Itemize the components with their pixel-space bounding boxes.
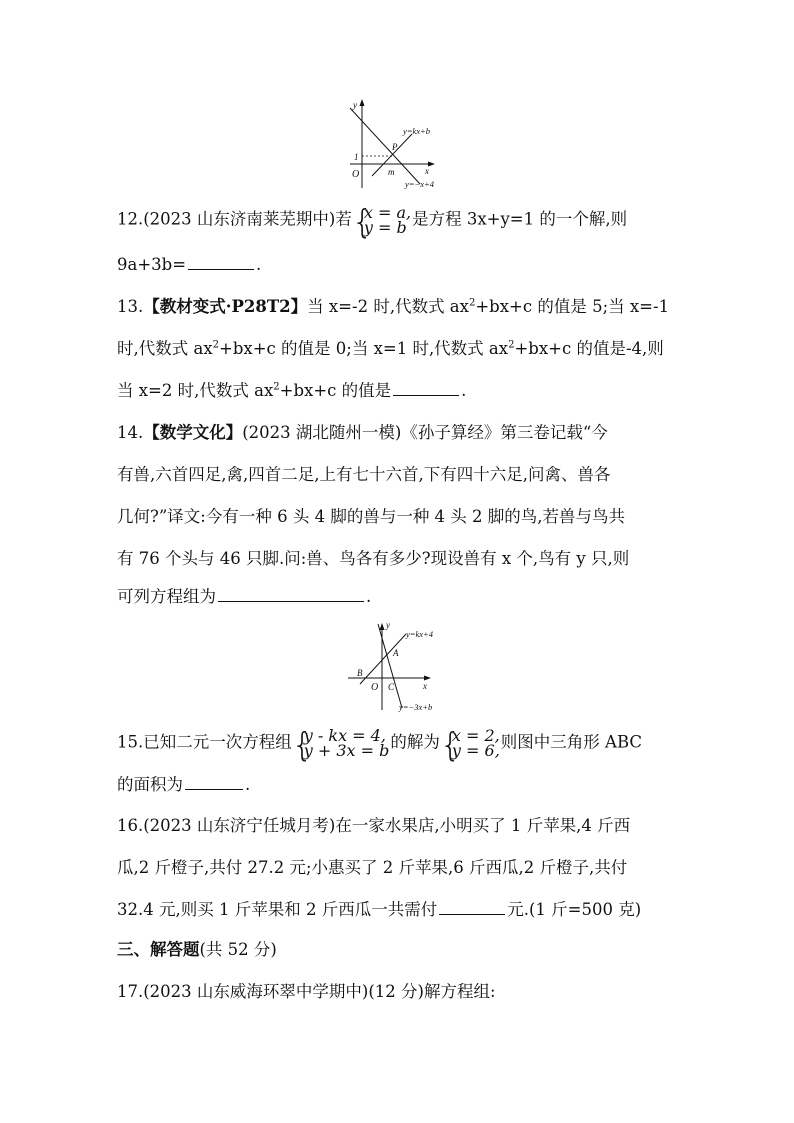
q13-line1: 13.【教材变式·P28T2】当 x=-2 时,代数式 $ax^2+bx+c$ 的值是 5;当 x=-1 [117, 297, 670, 316]
label-one: 1 [354, 152, 359, 162]
x-axis-arrow [424, 676, 431, 681]
q16-line1: 16.(2023 山东济宁任城月考)在一家水果店,小明买了 1 斤苹果,4 斤西 [117, 816, 631, 835]
y-axis-arrow [380, 623, 385, 630]
line-neg-x-plus-4 [350, 108, 420, 184]
q12-line2: 9a+3b= . [117, 255, 262, 274]
label-line-kx-b: y=kx+b [403, 126, 431, 136]
figure-two-lines-intersect-p [340, 96, 460, 192]
label-y: y [386, 620, 390, 630]
section-heading: 三、解答题(共 52 分) [117, 940, 277, 959]
figure-triangle-abc [340, 618, 460, 714]
q15-line1: 15.已知二元一次方程组 { y - kx = 4, y + 3x = b 的解为 { x = 2, y = 6, 则图中三角形 ABC [117, 725, 642, 764]
answer-blank[interactable] [188, 254, 254, 270]
q12-equation-system: { x = a, y = b [351, 202, 412, 241]
label-line-neg-x-4: y=−x+4 [405, 179, 435, 189]
q15-equation-system: { y - kx = 4, y + 3x = b [291, 725, 390, 764]
q14-line2: 有兽,六首四足,禽,四首二足,上有七十六首,下有四十六足,问禽、兽各 [117, 465, 611, 484]
q14-line5: 可列方程组为 . [117, 587, 372, 606]
label-x: x [425, 166, 429, 176]
label-c: C [388, 682, 395, 692]
y-axis-arrow [360, 99, 365, 106]
answer-blank[interactable] [218, 586, 364, 602]
label-m: m [388, 167, 395, 177]
label-line-kx-4: y=kx+4 [406, 629, 434, 639]
q13-line2: 时,代数式 $ax^2+bx+c$ 的值是 0;当 x=1 时,代数式 $ax^2+bx+c$ 的值是-4,则 [117, 339, 664, 358]
q14-line3: 几何?”译文:今有一种 6 头 4 脚的兽与一种 4 头 2 脚的鸟,若兽与鸟共 [117, 507, 626, 526]
q15-solution-system: { x = 2, y = 6, [439, 725, 500, 764]
answer-blank[interactable] [393, 380, 459, 396]
label-line-neg-3x-b: y=−3x+b [399, 702, 433, 712]
label-x: x [423, 681, 427, 691]
label-a: A [393, 648, 399, 658]
q16-line3: 32.4 元,则买 1 斤苹果和 2 斤西瓜一共需付 元.(1 斤=500 克) [117, 900, 642, 919]
x-axis-arrow [428, 162, 435, 167]
q12-line1: 12.(2023 山东济南莱芜期中)若 { x = a, y = b 是方程 3x+y=1 的一个解,则 [117, 202, 628, 241]
label-origin: O [371, 682, 379, 693]
answer-blank[interactable] [439, 899, 505, 915]
q13-line3: 当 x=2 时,代数式 $ax^2+bx+c$ 的值是 . [117, 381, 467, 400]
label-b: B [357, 668, 363, 678]
label-p: P [392, 142, 398, 152]
answer-blank[interactable] [185, 774, 243, 790]
label-origin: O [352, 169, 360, 180]
label-y: y [353, 100, 357, 110]
q15-line2: 的面积为 . [117, 775, 251, 794]
q17-line1: 17.(2023 山东威海环翠中学期中)(12 分)解方程组: [117, 982, 496, 1001]
q14-line1: 14.【数学文化】(2023 湖北随州一模)《孙子算经》第三卷记载“今 [117, 423, 608, 442]
q14-line4: 有 76 个头与 46 只脚.问:兽、鸟各有多少?现设兽有 x 个,鸟有 y 只,则 [117, 549, 630, 568]
q16-line2: 瓜,2 斤橙子,共付 27.2 元;小惠买了 2 斤苹果,6 斤西瓜,2 斤橙子,共付 [117, 858, 628, 877]
